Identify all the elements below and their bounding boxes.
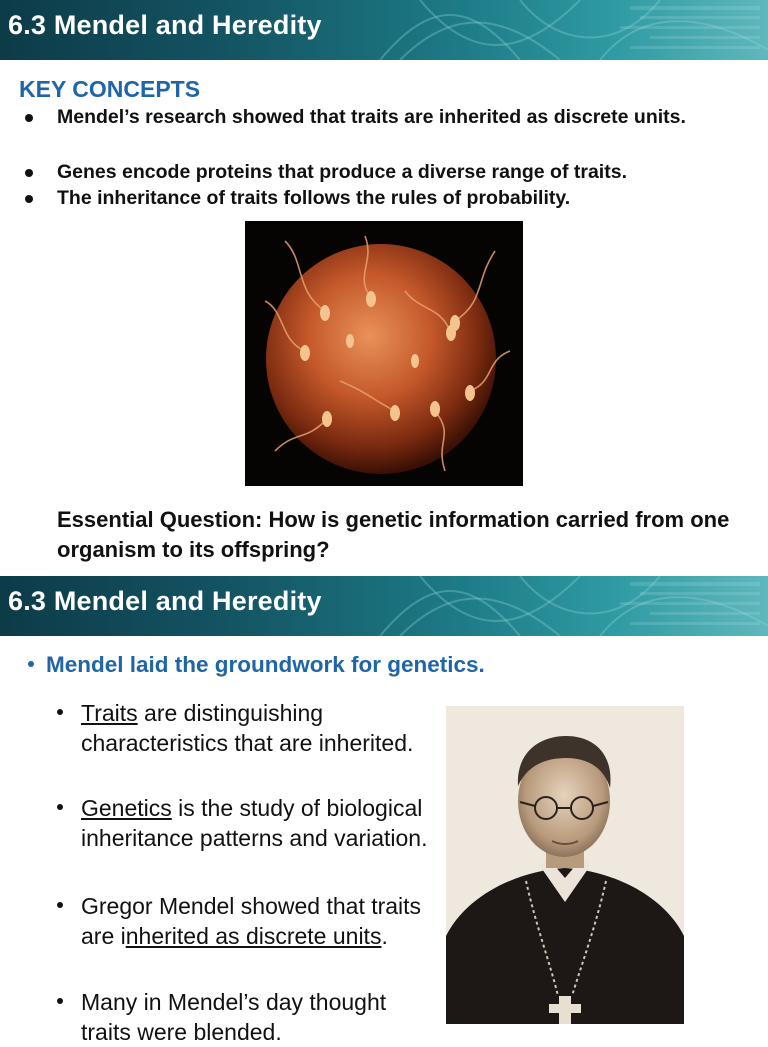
slide-title: 6.3 Mendel and Heredity [8,586,322,616]
egg-and-sperm-image [245,221,523,486]
bullet-dot [57,998,63,1004]
sub-bullet [81,891,431,951]
concept-text: Genes encode proteins that produce a diverse range of traits. [57,161,627,183]
main-point [28,652,485,678]
bullet-dot [57,709,63,715]
concept-item [57,185,737,211]
sub-bullet [81,793,431,853]
term-traits: Traits [81,700,138,726]
concept-text: The inheritance of traits follows the rules of probability. [57,187,571,209]
title-bar [0,576,768,636]
bullet-text: Gregor Mendel showed that traits are i [81,893,422,949]
gregor-mendel-portrait [446,706,684,1024]
sub-bullet [81,698,431,758]
title-bar [0,0,768,60]
essential-question: Essential Question: How is genetic information carried from one organism to its offspring? [57,507,730,562]
bullet-dot [57,902,63,908]
bullet-text-end: . [381,923,388,949]
bullet-dot [25,169,33,177]
slide-title: 6.3 Mendel and Heredity [8,10,322,40]
concept-item [57,104,737,130]
bullet-dot [28,661,34,667]
bullet-dot [57,804,63,810]
bullet-dot [25,114,33,122]
bullet-dot [25,195,33,203]
term-genetics: Genetics [81,795,172,821]
bullet-text: Many in Mendel’s day thought traits were blended. [81,989,387,1045]
concept-text: Mendel’s research showed that traits are inherited as discrete units. [57,106,686,128]
underlined-phrase: nherited as discrete units [125,923,382,949]
concept-item [57,159,737,185]
main-point-text: Mendel laid the groundwork for genetics. [46,652,485,677]
bullet-text: is the study of biological inheritance patterns and variation. [81,795,428,851]
sub-bullet [81,987,431,1047]
key-concepts-heading: KEY CONCEPTS [19,76,201,102]
bullet-text: are distinguishing characteristics that are inherited. [81,700,414,756]
